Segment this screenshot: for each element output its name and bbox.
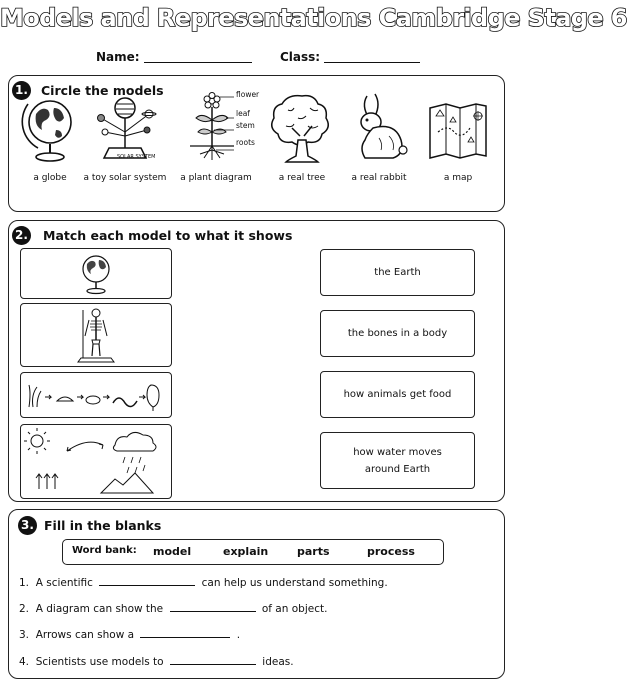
- section-2-number: 2.: [12, 226, 31, 245]
- model-item-plant-diagram[interactable]: [176, 90, 260, 190]
- sentence-before: Scientists use models to: [35, 656, 164, 668]
- globe-icon: [20, 92, 80, 164]
- section-1-heading: Circle the models: [41, 83, 164, 98]
- answer-blank[interactable]: [170, 654, 256, 665]
- answer-blank[interactable]: [140, 627, 230, 638]
- name-label: Name:: [96, 50, 140, 64]
- match-answer-text: the Earth: [374, 267, 421, 278]
- plant-label-leaf: leaf: [236, 109, 250, 118]
- word-bank-label: Word bank:: [72, 545, 137, 556]
- food-chain-icon: [21, 373, 171, 417]
- skeleton-icon: [21, 304, 171, 366]
- plant-label-roots: roots: [236, 138, 255, 147]
- match-picture-water-cycle[interactable]: [20, 424, 172, 499]
- sentence-number: 3.: [19, 629, 30, 641]
- match-answer-earth[interactable]: [320, 249, 475, 296]
- match-picture-globe[interactable]: [20, 248, 172, 299]
- word-bank-word: process: [367, 545, 415, 558]
- sentence-after: ideas.: [262, 656, 294, 668]
- sentence-before: A diagram can show the: [35, 603, 164, 615]
- model-item-map[interactable]: [418, 92, 498, 190]
- match-answer-text: around Earth: [364, 463, 431, 475]
- word-bank-word: explain: [223, 545, 269, 558]
- section-2-heading: Match each model to what it shows: [43, 228, 293, 243]
- model-caption: a real rabbit: [351, 173, 407, 183]
- map-icon: [428, 92, 488, 164]
- sentence-row: [19, 654, 294, 668]
- solar-system-base-label: SOLAR SYSTEM: [117, 154, 156, 160]
- tree-icon: [272, 92, 332, 164]
- sentence-before: Arrows can show a: [35, 629, 135, 641]
- match-picture-food-chain[interactable]: [20, 372, 172, 418]
- sentence-after: .: [236, 629, 241, 641]
- rabbit-icon: [349, 92, 409, 164]
- answer-blank[interactable]: [170, 601, 256, 612]
- worksheet-title: Models and Representations Cambridge Stage 6: [0, 4, 627, 32]
- model-caption: a globe: [33, 173, 67, 183]
- answer-blank[interactable]: [99, 575, 195, 586]
- sentence-row: [19, 575, 388, 589]
- match-answer-text: how water moves: [353, 446, 442, 458]
- plant-label-stem: stem: [236, 121, 255, 130]
- model-caption: a plant diagram: [180, 173, 252, 183]
- match-answer-text: the bones in a body: [347, 328, 448, 339]
- match-answer-text: how animals get food: [343, 389, 452, 400]
- sentence-row: [19, 601, 327, 615]
- section-3-number: 3.: [18, 516, 37, 535]
- plant-label-flower: flower: [236, 90, 260, 99]
- water-cycle-icon: [21, 425, 171, 498]
- sentence-number: 1.: [19, 577, 30, 589]
- sentence-after: of an object.: [261, 603, 328, 615]
- sentence-number: 2.: [19, 603, 30, 615]
- model-caption: a toy solar system: [83, 173, 167, 183]
- model-caption: a real tree: [278, 173, 326, 183]
- match-answer-water[interactable]: [320, 432, 475, 489]
- model-caption: a map: [443, 173, 473, 183]
- section-3-heading: Fill in the blanks: [44, 518, 162, 533]
- sentence-before: A scientific: [35, 577, 93, 589]
- class-label: Class:: [280, 50, 321, 64]
- word-bank: [62, 539, 444, 565]
- sentence-number: 4.: [19, 656, 30, 668]
- word-bank-word: model: [153, 545, 192, 558]
- match-answer-food[interactable]: [320, 371, 475, 418]
- class-field[interactable]: [324, 50, 420, 63]
- sentence-row: [19, 627, 240, 641]
- match-answer-bones[interactable]: [320, 310, 475, 357]
- word-bank-word: parts: [297, 545, 330, 558]
- match-picture-skeleton[interactable]: [20, 303, 172, 367]
- model-item-solar-system[interactable]: [85, 92, 165, 190]
- section-1-number: 1.: [12, 81, 31, 100]
- sentence-after: can help us understand something.: [201, 577, 388, 589]
- name-field[interactable]: [144, 50, 252, 63]
- globe-icon: [21, 249, 171, 298]
- model-item-rabbit[interactable]: [339, 92, 419, 190]
